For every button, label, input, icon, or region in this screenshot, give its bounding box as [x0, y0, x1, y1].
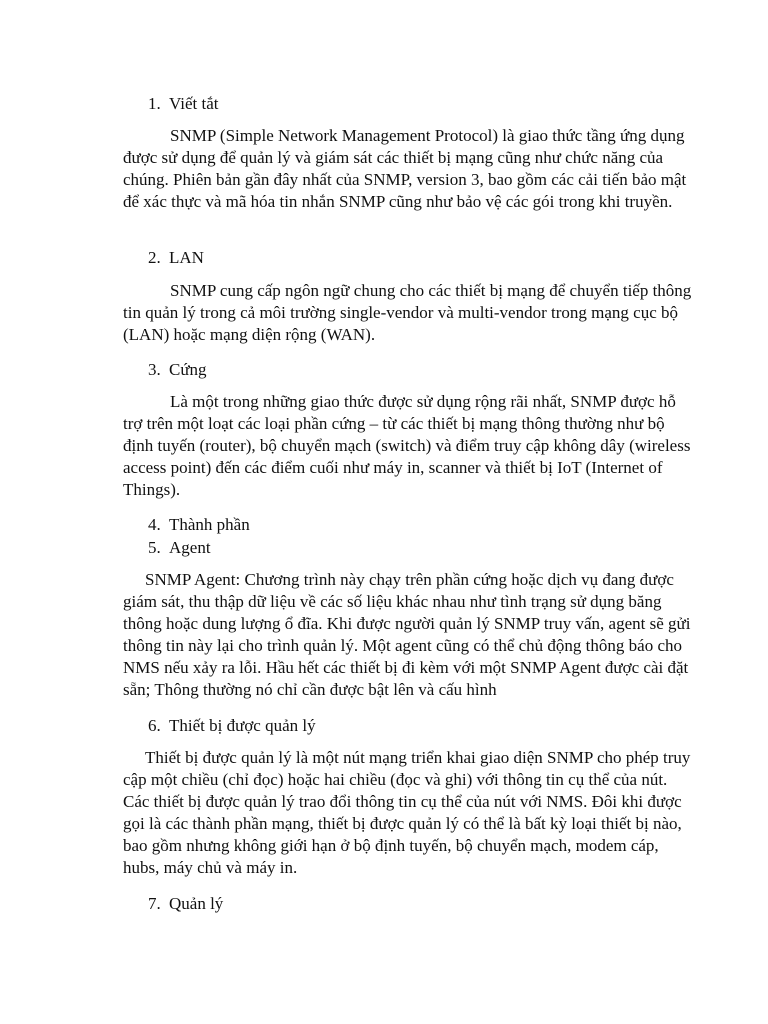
- paragraph-managed-device: Thiết bị được quản lý là một nút mạng triển khai giao diện SNMP cho phép truy cập một chiều (chỉ đọc) hoặc hai chiều (đọc và ghi) với thông tin cụ thể của nút. Các thiết bị được quản lý trao đổi thông tin cụ thể của nút với NMS. Đôi khi được gọi là các thành phần mạng, thiết bị được quản lý có thể là bất kỳ loại thiết bị nào, bao gồm nhưng không giới hạn ở bộ định tuyến, bộ chuyển mạch, modem cáp, hubs, máy chủ và máy in.: [123, 748, 691, 877]
- section-title: Agent: [169, 538, 211, 557]
- section-number: 5.: [148, 538, 161, 557]
- section-heading-6: [148, 715, 316, 737]
- section-heading-2: [148, 247, 204, 269]
- section-heading-7: [148, 893, 223, 915]
- section-number: 4.: [148, 515, 161, 534]
- section-heading-3: [148, 359, 207, 381]
- section-number: 3.: [148, 360, 161, 379]
- section-heading-5: [148, 537, 211, 559]
- section-title: Thiết bị được quản lý: [169, 716, 316, 735]
- paragraph-snmp-intro: SNMP (Simple Network Management Protocol) là giao thức tầng ứng dụng được sử dụng để quản lý và giám sát các thiết bị mạng cũng như chức năng của chúng. Phiên bản gần đây nhất của SNMP, version 3, bao gồm các cải tiến bảo mật để xác thực và mã hóa tin nhắn SNMP cũng như bảo vệ các gói trong khi truyền.: [123, 126, 687, 211]
- section-title: LAN: [169, 248, 204, 267]
- section-title: Cứng: [169, 360, 207, 379]
- section-number: 1.: [148, 94, 161, 113]
- section-title: Viết tắt: [169, 94, 219, 113]
- section-title: Thành phần: [169, 515, 250, 534]
- section-number: 7.: [148, 894, 161, 913]
- section-title: Quản lý: [169, 894, 224, 913]
- section-number: 2.: [148, 248, 161, 267]
- paragraph-hardware: Là một trong những giao thức được sử dụng rộng rãi nhất, SNMP được hỗ trợ trên một loạt các loại phần cứng – từ các thiết bị mạng thông thường như bộ định tuyến (router), bộ chuyển mạch (switch) và điểm truy cập không dây (wireless access point) đến các điểm cuối như máy in, scanner và thiết bị IoT (Internet of Things).: [123, 392, 691, 499]
- section-heading-4: [148, 514, 250, 536]
- paragraph-agent: SNMP Agent: Chương trình này chạy trên phần cứng hoặc dịch vụ đang được giám sát, thu thập dữ liệu về các số liệu khác nhau như tình trạng sử dụng băng thông hoặc dung lượng ổ đĩa. Khi được người quản lý SNMP truy vấn, agent sẽ gửi thông tin này lại cho trình quản lý. Một agent cũng có thể chủ động thông báo cho NMS nếu xảy ra lỗi. Hầu hết các thiết bị đi kèm với một SNMP Agent được cài đặt sẵn; Thông thường nó chỉ cần được bật lên và cấu hình: [123, 570, 691, 699]
- section-number: 6.: [148, 716, 161, 735]
- paragraph-lan: SNMP cung cấp ngôn ngữ chung cho các thiết bị mạng để chuyển tiếp thông tin quản lý trong cả môi trường single-vendor và multi-vendor trong mạng cục bộ (LAN) hoặc mạng diện rộng (WAN).: [123, 281, 692, 344]
- section-heading-1: [148, 93, 219, 115]
